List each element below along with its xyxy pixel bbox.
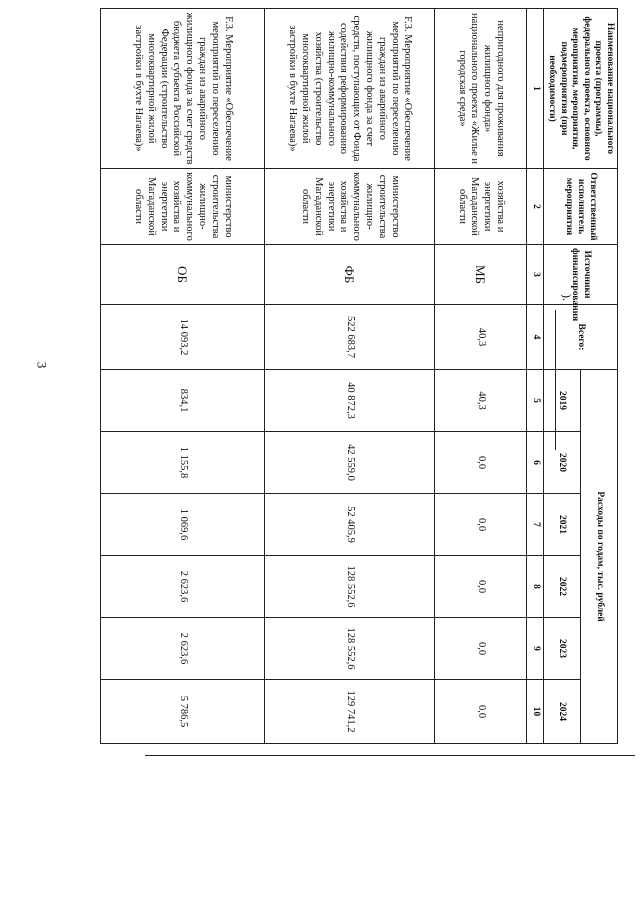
row-value: 129 741,2 [264,680,434,744]
header-source: Источники финансирования [543,245,617,305]
col-number: 8 [526,556,543,618]
row-executor: хозяйства и энергетики Магаданской области [434,169,526,245]
row-value: 2 623,6 [100,618,264,680]
col-number: 3 [526,245,543,305]
row-executor: министерство строительства жилищно-коммунального хозяйства и энергетики Магаданской области [100,169,264,245]
header-year: 2024 [543,680,580,744]
row-value: 0,0 [434,494,526,556]
table-row [100,9,264,744]
row-source: ФБ [264,245,434,305]
row-total: 522 683,7 [264,305,434,370]
closing-line [555,310,556,450]
col-number: 7 [526,494,543,556]
header-total: Всего: [543,305,617,370]
header-name: Наименование национального проекта (программы), федерального проекта, основного мероприятия, мероприятия, подмероприятия (при необходимости) [543,9,617,169]
row-total: 40,3 [434,305,526,370]
header-year: 2023 [543,618,580,680]
row-value: 0,0 [434,618,526,680]
row-executor: министерство строительства жилищно-коммунального хозяйства и энергетики Магаданской области [264,169,434,245]
row-value: 2 623,6 [100,556,264,618]
table-row [434,9,526,744]
col-number: 10 [526,680,543,744]
row-value: 5 786,5 [100,680,264,744]
row-name: непригодного для проживания жилищного фонда» национального проекта «Жилье и городская среда» [434,9,526,169]
row-value: 0,0 [434,556,526,618]
row-value: 40,3 [434,370,526,432]
row-value: 0,0 [434,680,526,744]
page-rule [145,755,635,756]
row-source: МБ [434,245,526,305]
row-source: ОБ [100,245,264,305]
row-value: 52 405,9 [264,494,434,556]
row-total: 14 093,2 [100,305,264,370]
row-name: F.3. Мероприятие «Обеспечение мероприятий по переселению граждан из аварийного жилищного фонда за счет средств, поступающих от Фонда содействия реформированию жилищно-коммунального хозяйства (строительство многоквартирной жилой застройки в бухте Нагаева)» [264,9,434,169]
row-value: 1 069,6 [100,494,264,556]
header-year: 2022 [543,556,580,618]
row-value: 834,1 [100,370,264,432]
budget-table [100,8,618,744]
header-year: 2019 [543,370,580,432]
budget-table-sheet [78,8,618,743]
col-number: 1 [526,9,543,169]
closing-mark: ). [560,294,574,301]
table-row [264,9,434,744]
header-year: 2020 [543,432,580,494]
page-number: 3 [34,361,50,369]
col-number: 6 [526,432,543,494]
row-value: 128 552,6 [264,618,434,680]
header-year: 2021 [543,494,580,556]
row-name: F.3. Мероприятие «Обеспечение мероприятий по переселению граждан из аварийного жилищного фонда за счет средств бюджета субъекта Российской Федерации (строительство многоквартирной жилой застройки в бухте Нагаева)» [100,9,264,169]
row-value: 40 872,3 [264,370,434,432]
row-value: 1 155,8 [100,432,264,494]
row-value: 42 559,0 [264,432,434,494]
row-value: 0,0 [434,432,526,494]
col-number: 5 [526,370,543,432]
header-executor: Ответственный исполнитель мероприятия [543,169,617,245]
col-number: 4 [526,305,543,370]
col-number: 9 [526,618,543,680]
header-expenses-group: Расходы по годам, тыс. рублей [580,370,617,744]
row-value: 128 552,6 [264,556,434,618]
col-number: 2 [526,169,543,245]
